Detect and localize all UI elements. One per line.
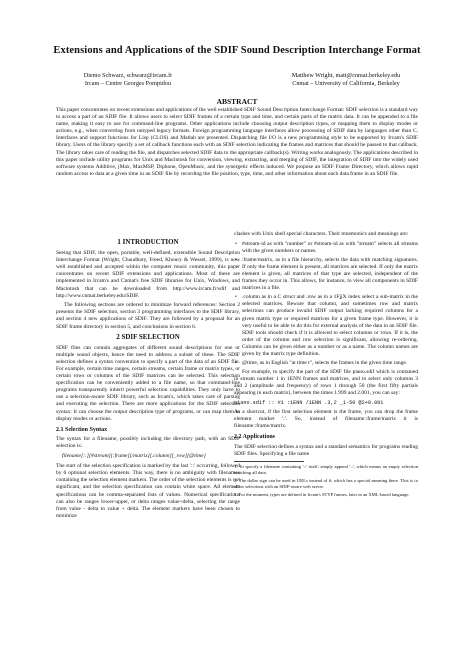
paragraph: The start of the selection specification is marked by the last '::' occurring, followed by 6 optional selection elements. This way, there is no ambiguity with filenames containing the selection element markers. The order of the selection elements is not significant, and the selection specification can contain white space. All element specifications can be comma-separated lists of values. Numerical specifications can also be ranges lower-upper, or delta ranges value+delta, selecting the range from value - delta to value + delta. The element markers have been chosen to minimize bbox=[56, 463, 240, 519]
list-item: • :frame/matrix, as in a file hierarchy, selects the data with matching signatures. If only the frame element is present, all matrices are selected. If only the matrix element is given, all matrices of that type are selected, independent of the frames they occur in. This allows, for instance, to view all components in SDIF matrices in a file. bbox=[242, 257, 418, 292]
subsection-heading: 2.1 Selection Syntax bbox=[56, 426, 108, 433]
author-name: Matthew Wright, matt@cnmat.berkeley.edu bbox=[291, 72, 401, 79]
paper-title: Extensions and Applications of the SDIF Sound Description Interchange Format bbox=[53, 45, 421, 56]
footnote-divider bbox=[234, 461, 304, 462]
syntax-line: filename[::][#stream][:frame][/matrix][.column][_row][@time] bbox=[62, 453, 206, 460]
section-heading: 1 INTRODUCTION bbox=[117, 238, 179, 246]
footnote: 2. The dollar sign can be used in URLs instead of #, which has a special meaning there. This is to allow selections with an SDIF-aware web server. bbox=[234, 478, 418, 489]
author-name: Diemo Schwarz, schwarz@ircam.fr bbox=[83, 72, 173, 79]
footnote: 1. To specify a filename containing '::' itself, simply append '::', which means an empty selection matching all data. bbox=[234, 463, 418, 475]
subsection-heading: 2.2 Applications bbox=[234, 434, 276, 441]
author-block-1 bbox=[28, 72, 228, 88]
list-item: • #stream-id as with "number" or #stream-id as with "stream" selects all streams with the given numbers or names. bbox=[242, 241, 418, 255]
paragraph: For example, to specify the part of the SDIF file piano.sdif which is contained in stream number 1 in 1ENN frames and matrices, and to select only columns 3 and 2 (amplitude and frequency) of rows 1 through 50 (the first fifty partials appearing in each matrix), between the times 1.999 and 2.001, you can say: bbox=[234, 369, 418, 397]
paragraph: Seeing that SDIF, the open, portable, well-defined, extensible Sound Description Interchange Format (Wright, Chaudhary, Freed, Khoury & Wessel, 1999), is now well established and accepted within the computer music community, this paper concentrates on recent SDIF extensions and applications. Most of these are implemented in Ircam's and Cnmat's free SDIF libraries for Unix, Windows, and Macintosh that can be downloaded from http://www.ircam.fr/sdif and http://www.cnmat.berkeley.edu/SDIF. bbox=[56, 250, 240, 299]
author-affiliation: Cnmat – University of California, Berkeley bbox=[292, 80, 400, 87]
paragraph: clashes with Unix shell special characters. Their mnemonics and meanings are: bbox=[234, 231, 409, 237]
abstract-heading: ABSTRACT bbox=[216, 97, 258, 106]
paragraph: The SDIF selection defines a syntax and a standard semantics for programs reading SDIF files. Specifying a file name bbox=[234, 443, 418, 457]
selection-element-list bbox=[234, 241, 418, 368]
code-example: piano.sdif :: #1 :1ENN /1ENN .3,2 _1-50 @2+0.001 bbox=[234, 400, 384, 407]
footnote: 3. For the moment, types are defined in Ircam's STYP frames, later in an XML-based language. bbox=[234, 492, 410, 498]
list-item: • @time, as in English "at time t", selects the frames in the given time range. bbox=[242, 360, 418, 367]
paragraph: SDIF files can contain aggregates of different sound descriptions for one or multiple sound objects, hence the need to address a subset of these. The SDIF selection defines a syntax convention to specify a part of the data of an SDIF file. For example, certain time ranges, certain streams, certain frame or matrix types, or certain rows or columns of the SDIF matrices can be selected. This selection specification can be conveniently added to a file name, so that command-line programs transparently inherit powerful selection capabilities. They only have to use a selection-aware SDIF library, such as Ircam's, which takes care of parsing and executing the selection. There are more applications for the SDIF selection syntax: It can choose the output description type of programs, or can map them to display modes or actions. bbox=[56, 344, 240, 422]
author-affiliation: Ircam – Centre Georges Pompidou bbox=[84, 80, 172, 87]
left-column bbox=[56, 236, 240, 522]
paragraph: As a shortcut, if the first selection element is the frame, you can drop the frame element marker ':'. So, instead of filename::frame/matrix it is filename::frame/matrix. bbox=[234, 409, 418, 430]
paragraph: The syntax for a filename, possibly including the directory path, with an SDIF selection is: bbox=[56, 435, 240, 449]
list-item: • .column as in a C struct and .row as in a 1FjjX index select a sub-matrix in the selected matrices. Beware that column, and sometimes row and matrix selections can produce invalid SDIF output lacking required columns for a given matrix type or required matrices for a given frame type. However, it is very useful to be able to do this for external analysis of the data in an SDIF file. SDIF tools should check if it is allowed to select columns or rows. If it is, the order of the column and row selection is significant, allowing re-ordering. Columns can be given either as a number or as a name. The column names are given by the matrix type definition. bbox=[242, 294, 418, 358]
section-heading: 2 SDIF SELECTION bbox=[116, 332, 180, 341]
abstract-text: This paper concentrates on recent extensions and applications of the well established SDIF Sound Description Interchange Format: SDIF selection is a standard way to access a part of an SDIF file. It allows users to select SDIF frames of a certain type and time, and certain parts of the matrix data. It can be appended to a file name, making it easy to use for command-line programs. Other applications include choosing output description types, or mapping them to display modes or actions, e.g., when converting from untyped legacy formats. Foreign programming language interfaces allow processing of SDIF data by languages other than C. Interfaces and support functions for Lisp (CLOS) and Matlab are presented. Dispatching file I/O is a new programming style to be supported by Ircam's SDIF library. Users of the library specify a set of callback functions each with an SDIF selection indicating the frames and matrices that should be passed to that callback. The library takes care of reading the file, and dispatches selected SDIF data to the appropriate callback(s). Writing works analogously. The applications described in this paper include utility programs for Unix and Macintosh for conversion, viewing, extracting, and merging of SDIF, the integration of SDIF into the widely used software systems Additive, jMax, MaxMSP, Diphone, OpenMusic, and the synergetic effects induced. We propose an SDIF Frame Directory, which allows rapid random access to data at a given time in an SDIF file by recording the file position, type, time, and other information about each data frame in an SDIF file. bbox=[56, 107, 418, 177]
right-column bbox=[234, 231, 418, 501]
paragraph: The following sections are ordered to minimize forward references: Section 2 presents the SDIF selection, section 3 programming interfaces to the SDIF library, and section 4 new applications of SDIF. They are followed by a proposal for an SDIF frame directory in section 5, and conclusions in section 6. bbox=[56, 302, 240, 330]
author-block-2 bbox=[246, 72, 446, 88]
